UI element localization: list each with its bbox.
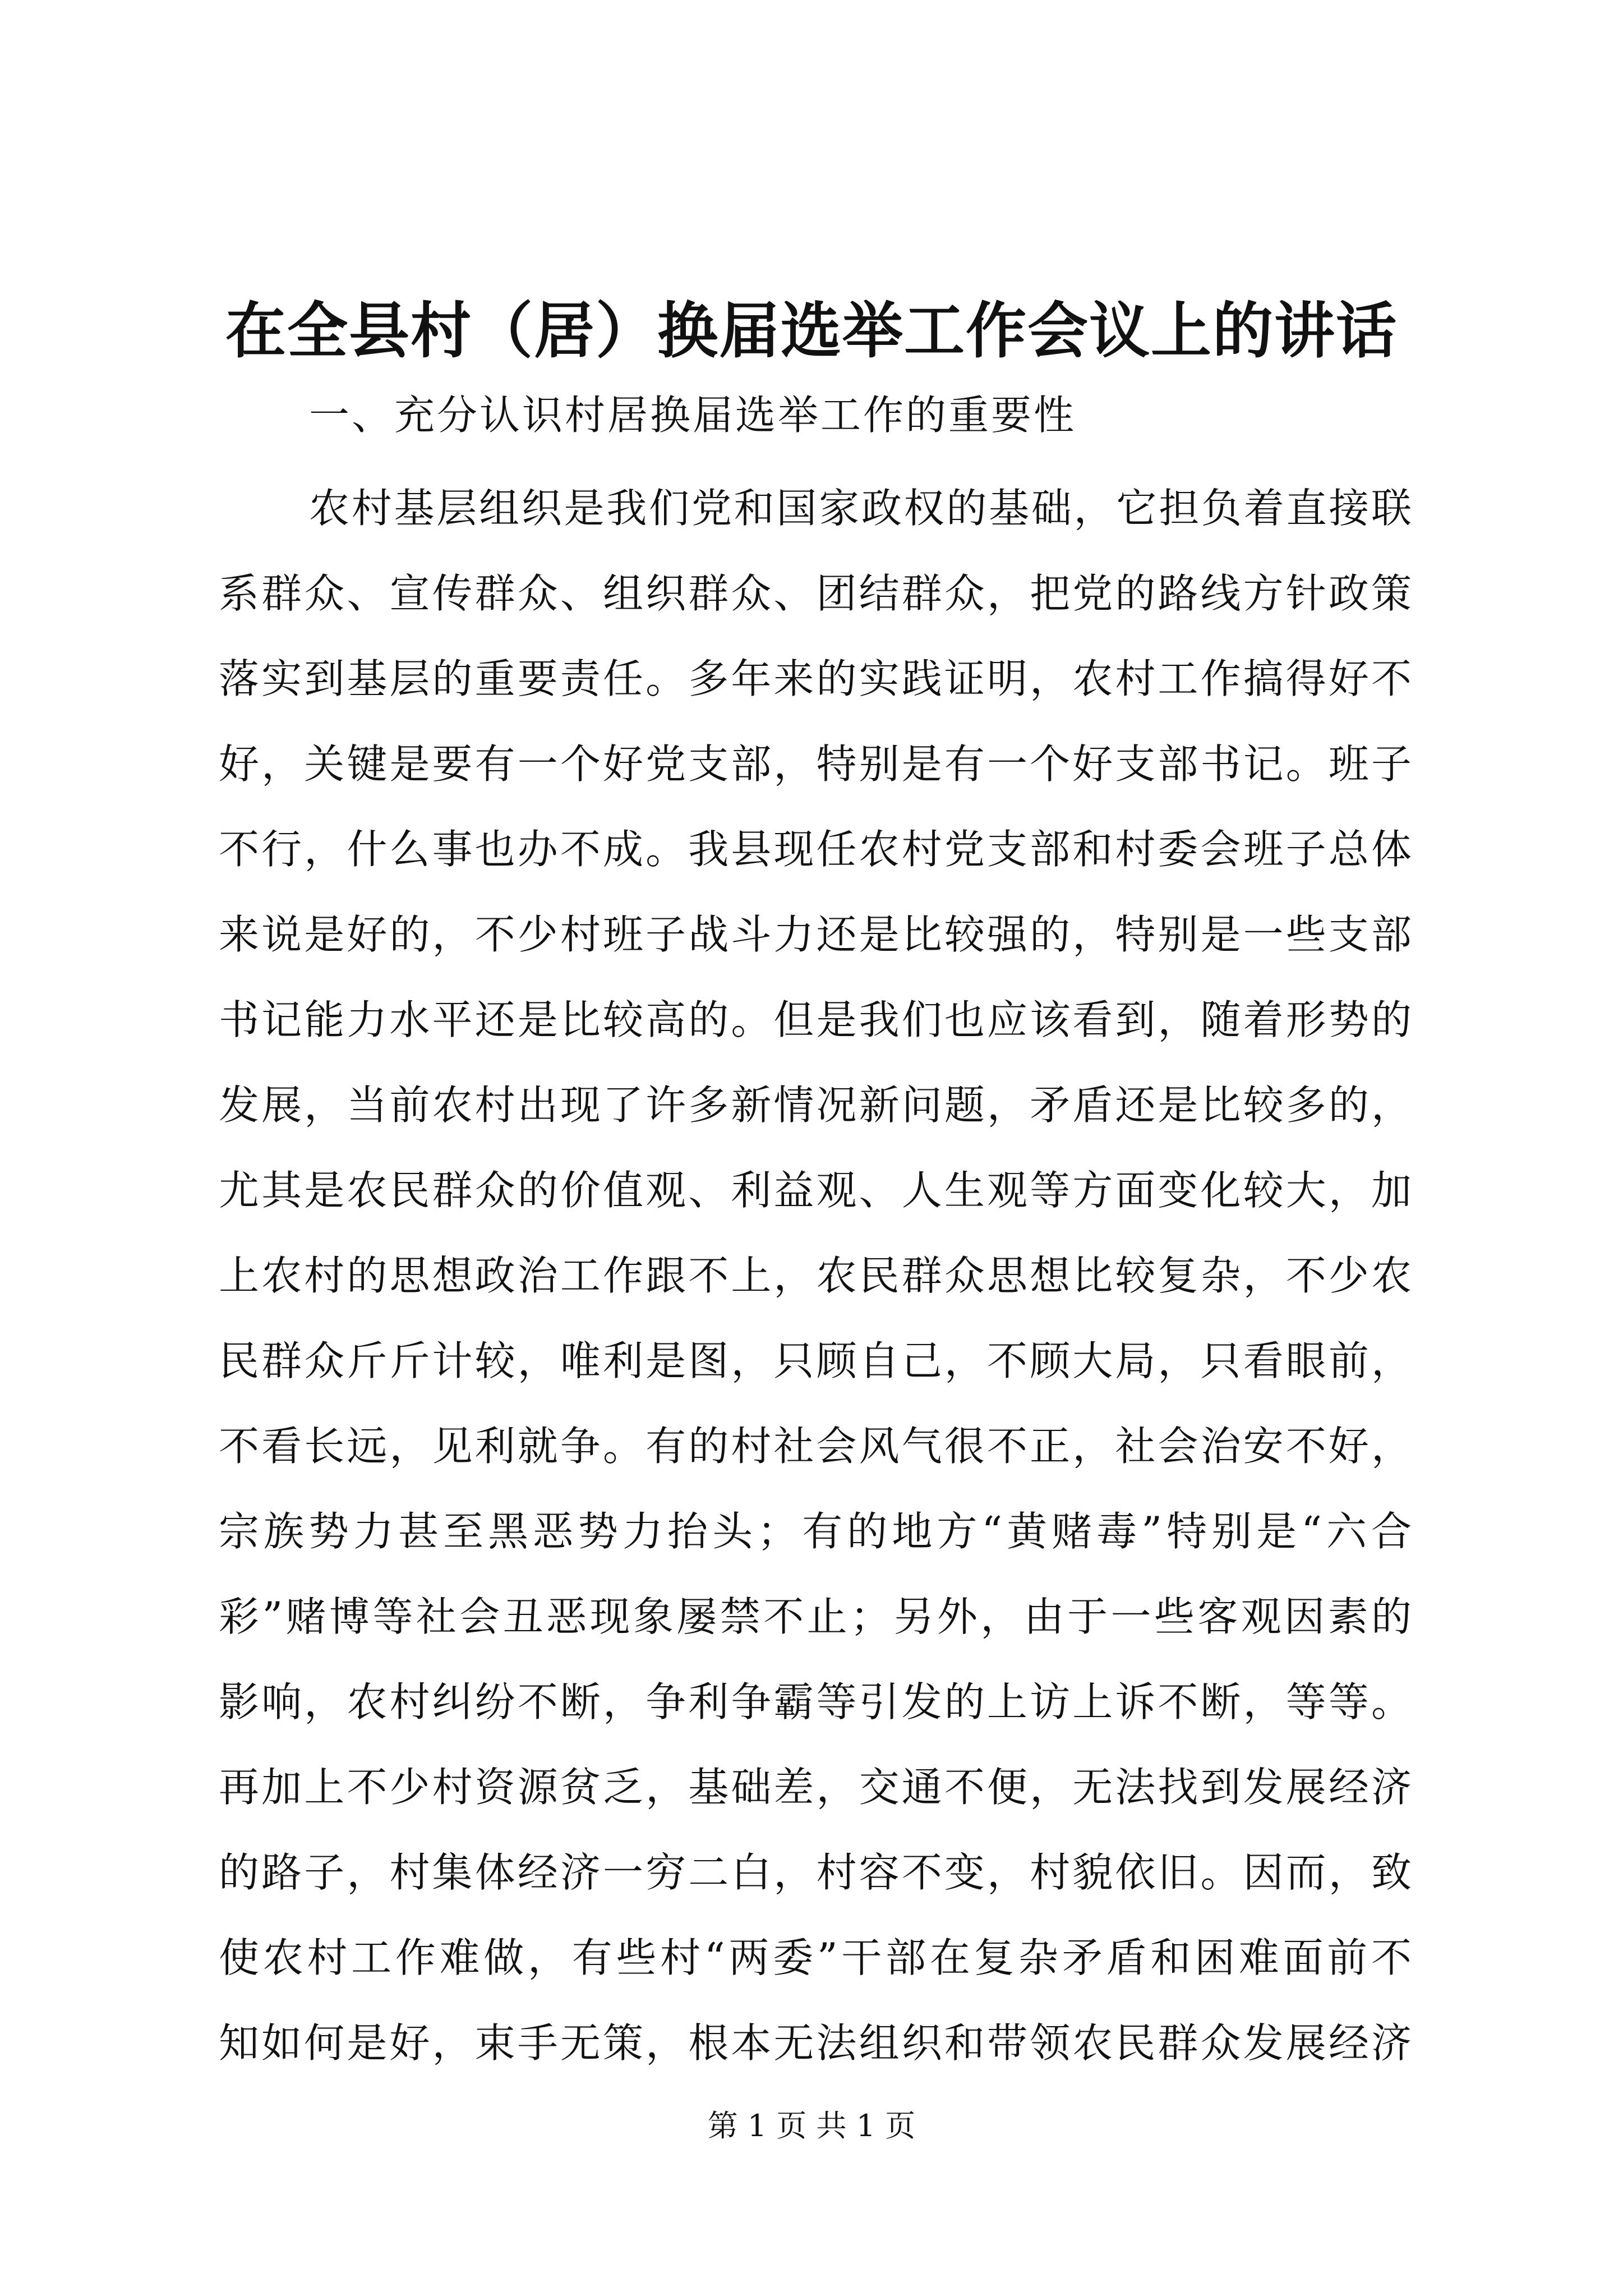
paragraph-line: 不行，什么事也办不成。我县现任农村党支部和村委会班子总体 <box>219 826 1413 873</box>
paragraph-line: 农村基层组织是我们党和国家政权的基础，它担负着直接联 <box>309 485 1413 532</box>
paragraph-line: 上农村的思想政治工作跟不上，农民群众思想比较复杂，不少农 <box>219 1252 1413 1299</box>
paragraph-line: 落实到基层的重要责任。多年来的实践证明，农村工作搞得好不 <box>219 655 1413 702</box>
paragraph-line: 宗族势力甚至黑恶势力抬头；有的地方“黄赌毒”特别是“六合 <box>219 1508 1413 1555</box>
paragraph-line: 书记能力水平还是比较高的。但是我们也应该看到，随着形势的 <box>219 996 1413 1043</box>
paragraph-line: 尤其是农民群众的价值观、利益观、人生观等方面变化较大，加 <box>219 1167 1413 1214</box>
paragraph-line: 民群众斤斤计较，唯利是图，只顾自己，不顾大局，只看眼前， <box>219 1337 1413 1384</box>
paragraph-line: 系群众、宣传群众、组织群众、团结群众，把党的路线方针政策 <box>219 570 1413 617</box>
document-title: 在全县村（居）换届选举工作会议上的讲话 <box>225 296 1398 366</box>
paragraph-line: 不看长远，见利就争。有的村社会风气很不正，社会治安不好， <box>219 1423 1413 1470</box>
paragraph-line: 发展，当前农村出现了许多新情况新问题，矛盾还是比较多的， <box>219 1082 1413 1129</box>
body-paragraph <box>219 466 1413 2086</box>
paragraph-line: 使农村工作难做，有些村“两委”干部在复杂矛盾和困难面前不 <box>219 1934 1413 1981</box>
paragraph-line: 来说是好的，不少村班子战斗力还是比较强的，特别是一些支部 <box>219 911 1413 958</box>
paragraph-line: 知如何是好，束手无策，根本无法组织和带领农民群众发展经济 <box>219 2019 1413 2067</box>
paragraph-line: 影响，农村纠纷不断，争利争霸等引发的上访上诉不断，等等。 <box>219 1678 1413 1726</box>
paragraph-line: 彩”赌博等社会丑恶现象屡禁不止；另外，由于一些客观因素的 <box>219 1593 1413 1640</box>
section-heading: 一、充分认识村居换届选举工作的重要性 <box>309 392 1077 439</box>
page-footer: 第 1 页 共 1 页 <box>707 2108 916 2143</box>
paragraph-line: 再加上不少村资源贫乏，基础差，交通不便，无法找到发展经济 <box>219 1764 1413 1811</box>
paragraph-line: 的路子，村集体经济一穷二白，村容不变，村貌依旧。因而，致 <box>219 1849 1413 1896</box>
paragraph-line: 好，关键是要有一个好党支部，特别是有一个好支部书记。班子 <box>219 740 1413 788</box>
